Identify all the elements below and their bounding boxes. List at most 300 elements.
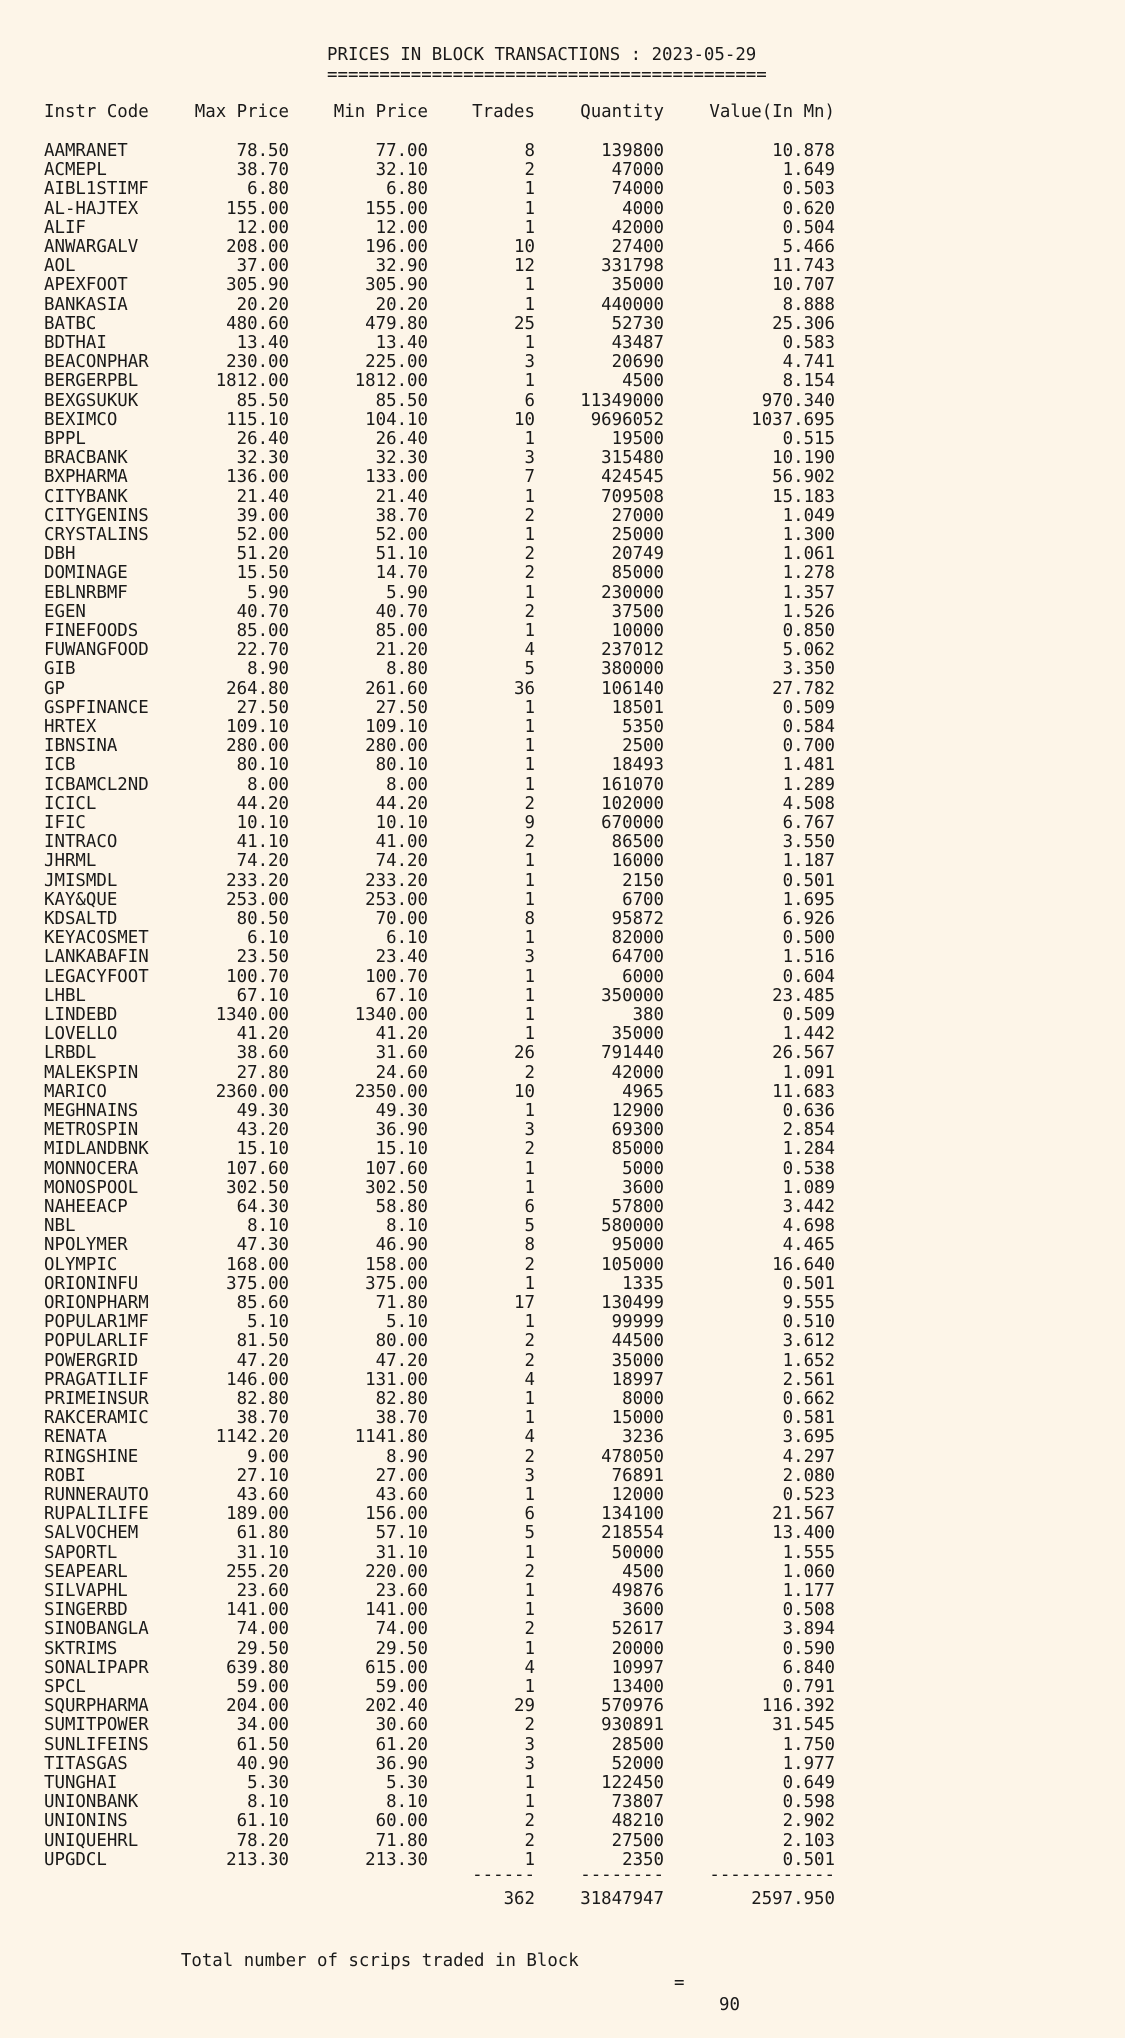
cell-quantity: 13400: [611, 1677, 664, 1697]
cell-quantity: 4965: [622, 1081, 664, 1102]
cell-instr-code: BPPL: [44, 429, 86, 449]
cell-trades: 1: [524, 1101, 535, 1121]
cell-max-price: 38.60: [236, 1043, 289, 1064]
cell-instr-code: INTRACO: [44, 832, 118, 853]
cell-min-price: 30.60: [375, 1715, 428, 1736]
cell-quantity: 350000: [601, 985, 664, 1006]
cell-min-price: 43.60: [375, 1485, 428, 1505]
cell-min-price: 29.50: [375, 1638, 428, 1659]
cell-min-price: 141.00: [365, 1600, 428, 1621]
cell-quantity: 69300: [611, 1120, 664, 1141]
cell-value: 0.501: [782, 1849, 835, 1870]
cell-value: 1.089: [782, 1177, 835, 1198]
table-row: [0, 200, 1125, 219]
cell-trades: 2: [524, 505, 535, 526]
cell-quantity: 134100: [601, 1504, 664, 1525]
table-row: [0, 1025, 1125, 1044]
cell-quantity: 20749: [611, 544, 664, 565]
cell-value: 27.782: [772, 678, 835, 699]
cell-quantity: 3600: [622, 1600, 664, 1621]
table-row: [0, 468, 1125, 487]
cell-quantity: 670000: [601, 813, 664, 833]
header-quantity: Quantity: [580, 102, 664, 122]
cell-trades: 3: [524, 1120, 535, 1141]
cell-instr-code: BEXIMCO: [44, 409, 118, 430]
cell-value: 1.278: [782, 563, 835, 584]
table-row: [0, 776, 1125, 795]
cell-instr-code: BANKASIA: [44, 294, 128, 315]
table-row: [0, 1236, 1125, 1255]
cell-quantity: 27400: [611, 237, 664, 257]
cell-instr-code: JMISMDL: [44, 870, 118, 891]
cell-quantity: 230000: [601, 582, 664, 603]
cell-max-price: 10.10: [236, 813, 289, 833]
table-row: [0, 392, 1125, 411]
cell-trades: 1: [524, 1312, 535, 1333]
cell-min-price: 2350.00: [354, 1081, 428, 1102]
cell-max-price: 67.10: [236, 985, 289, 1006]
table-row: [0, 987, 1125, 1006]
cell-value: 16.640: [772, 1254, 835, 1275]
cell-instr-code: ACMEPL: [44, 160, 107, 181]
table-row: [0, 1390, 1125, 1409]
cell-min-price: 196.00: [365, 237, 428, 257]
table-row: [0, 929, 1125, 948]
cell-value: 6.926: [782, 909, 835, 929]
cell-max-price: 64.30: [236, 1197, 289, 1217]
cell-trades: 1: [524, 1177, 535, 1198]
table-row: [0, 1448, 1125, 1467]
cell-instr-code: ALIF: [44, 217, 86, 238]
cell-value: 1.481: [782, 755, 835, 776]
cell-value: 116.392: [761, 1696, 835, 1717]
cell-max-price: 61.50: [236, 1734, 289, 1755]
cell-trades: 2: [524, 601, 535, 622]
cell-value: 4.465: [782, 1235, 835, 1256]
cell-max-price: 1142.20: [215, 1427, 289, 1448]
cell-quantity: 424545: [601, 467, 664, 488]
total-trades: 362: [503, 1889, 535, 1909]
table-row: [0, 1678, 1125, 1697]
cell-trades: 1: [524, 1005, 535, 1025]
table-row: [0, 622, 1125, 641]
cell-quantity: 478050: [601, 1446, 664, 1467]
table-row: [0, 1044, 1125, 1063]
cell-min-price: 26.40: [375, 429, 428, 449]
cell-trades: 12: [514, 256, 535, 277]
cell-quantity: 85000: [611, 1139, 664, 1160]
table-row: [0, 180, 1125, 199]
table-row: [0, 1313, 1125, 1332]
cell-instr-code: SILVAPHL: [44, 1581, 128, 1601]
table-row: [0, 1774, 1125, 1793]
table-row: [0, 1812, 1125, 1831]
cell-max-price: 189.00: [226, 1504, 289, 1525]
cell-trades: 2: [524, 1139, 535, 1160]
cell-quantity: 18997: [611, 1369, 664, 1390]
cell-value: 3.442: [782, 1197, 835, 1217]
cell-min-price: 302.50: [365, 1177, 428, 1198]
cell-value: 4.741: [782, 352, 835, 373]
cell-min-price: 41.20: [375, 1024, 428, 1045]
cell-quantity: 27500: [611, 1830, 664, 1851]
cell-trades: 1: [524, 1273, 535, 1294]
cell-max-price: 43.20: [236, 1120, 289, 1141]
separator-trades: ------: [472, 1865, 535, 1885]
cell-max-price: 85.00: [236, 621, 289, 641]
table-row: [0, 1467, 1125, 1486]
cell-value: 0.590: [782, 1638, 835, 1659]
cell-value: 0.510: [782, 1312, 835, 1333]
cell-min-price: 21.20: [375, 640, 428, 661]
cell-value: 1.652: [782, 1350, 835, 1371]
cell-max-price: 141.00: [226, 1600, 289, 1621]
cell-instr-code: SALVOCHEM: [44, 1523, 139, 1544]
cell-value: 1.526: [782, 601, 835, 622]
cell-value: 26.567: [772, 1043, 835, 1064]
cell-quantity: 50000: [611, 1542, 664, 1563]
cell-max-price: 41.10: [236, 832, 289, 853]
table-row: [0, 1198, 1125, 1217]
cell-min-price: 52.00: [375, 525, 428, 545]
cell-trades: 2: [524, 1811, 535, 1832]
cell-trades: 1: [524, 851, 535, 872]
cell-value: 0.636: [782, 1101, 835, 1121]
cell-quantity: 4500: [622, 371, 664, 392]
cell-value: 0.581: [782, 1408, 835, 1429]
cell-quantity: 331798: [601, 256, 664, 277]
cell-quantity: 20000: [611, 1638, 664, 1659]
cell-instr-code: LHBL: [44, 985, 86, 1006]
cell-value: 2.902: [782, 1811, 835, 1832]
cell-instr-code: METROSPIN: [44, 1120, 139, 1141]
table-row: [0, 795, 1125, 814]
cell-min-price: 10.10: [375, 813, 428, 833]
table-row: [0, 641, 1125, 660]
cell-trades: 1: [524, 1773, 535, 1793]
cell-value: 1.049: [782, 505, 835, 526]
table-row: [0, 430, 1125, 449]
cell-quantity: 52730: [611, 313, 664, 334]
cell-max-price: 8.90: [247, 659, 289, 680]
cell-trades: 1: [524, 1792, 535, 1813]
cell-max-price: 29.50: [236, 1638, 289, 1659]
cell-max-price: 213.30: [226, 1849, 289, 1870]
cell-min-price: 57.10: [375, 1523, 428, 1544]
cell-quantity: 74000: [611, 179, 664, 200]
cell-value: 10.707: [772, 275, 835, 296]
cell-max-price: 27.50: [236, 697, 289, 718]
table-row: [0, 1256, 1125, 1275]
cell-value: 0.598: [782, 1792, 835, 1813]
column-headers: [0, 103, 1125, 122]
cell-trades: 2: [524, 1254, 535, 1275]
cell-instr-code: CRYSTALINS: [44, 525, 149, 545]
cell-quantity: 10997: [611, 1657, 664, 1678]
table-row: [0, 1659, 1125, 1678]
cell-quantity: 25000: [611, 525, 664, 545]
cell-instr-code: GP: [44, 678, 65, 699]
cell-min-price: 49.30: [375, 1101, 428, 1121]
cell-value: 6.767: [782, 813, 835, 833]
table-row: [0, 852, 1125, 871]
cell-instr-code: MARICO: [44, 1081, 107, 1102]
cell-trades: 1: [524, 1158, 535, 1179]
cell-instr-code: LANKABAFIN: [44, 947, 149, 968]
cell-max-price: 146.00: [226, 1369, 289, 1390]
cell-quantity: 2150: [622, 870, 664, 891]
cell-value: 0.509: [782, 1005, 835, 1025]
cell-quantity: 218554: [601, 1523, 664, 1544]
cell-quantity: 37500: [611, 601, 664, 622]
cell-instr-code: LOVELLO: [44, 1024, 118, 1045]
cell-trades: 17: [514, 1293, 535, 1313]
cell-quantity: 161070: [601, 774, 664, 795]
cell-instr-code: IFIC: [44, 813, 86, 833]
cell-min-price: 305.90: [365, 275, 428, 296]
table-row: [0, 1352, 1125, 1371]
cell-quantity: 44500: [611, 1331, 664, 1352]
cell-instr-code: DBH: [44, 544, 76, 565]
cell-quantity: 6000: [622, 966, 664, 987]
table-row: [0, 1160, 1125, 1179]
cell-quantity: 52617: [611, 1619, 664, 1640]
cell-quantity: 19500: [611, 429, 664, 449]
cell-min-price: 107.60: [365, 1158, 428, 1179]
cell-min-price: 31.10: [375, 1542, 428, 1563]
cell-trades: 8: [524, 909, 535, 929]
cell-instr-code: SQURPHARMA: [44, 1696, 149, 1717]
cell-quantity: 930891: [601, 1715, 664, 1736]
cell-trades: 2: [524, 832, 535, 853]
table-row: [0, 161, 1125, 180]
cell-instr-code: BDTHAI: [44, 333, 107, 353]
table-row: [0, 891, 1125, 910]
cell-max-price: 40.90: [236, 1753, 289, 1774]
cell-instr-code: JHRML: [44, 851, 97, 872]
cell-min-price: 38.70: [375, 505, 428, 526]
table-row: [0, 737, 1125, 756]
cell-trades: 1: [524, 717, 535, 737]
cell-min-price: 220.00: [365, 1561, 428, 1582]
cell-instr-code: AIBL1STIMF: [44, 179, 149, 200]
cell-min-price: 100.70: [365, 966, 428, 987]
cell-value: 5.466: [782, 237, 835, 257]
cell-instr-code: SUMITPOWER: [44, 1715, 149, 1736]
cell-min-price: 32.30: [375, 448, 428, 469]
cell-instr-code: FINEFOODS: [44, 621, 139, 641]
table-row: [0, 296, 1125, 315]
cell-trades: 1: [524, 429, 535, 449]
cell-trades: 1: [524, 985, 535, 1006]
cell-instr-code: UNIONBANK: [44, 1792, 139, 1813]
cell-trades: 6: [524, 1197, 535, 1217]
cell-instr-code: UNIQUEHRL: [44, 1830, 139, 1851]
table-row: [0, 603, 1125, 622]
header-trades: Trades: [472, 102, 535, 122]
cell-max-price: 208.00: [226, 237, 289, 257]
cell-instr-code: ORIONPHARM: [44, 1293, 149, 1313]
cell-value: 2.854: [782, 1120, 835, 1141]
cell-trades: 1: [524, 697, 535, 718]
cell-min-price: 80.10: [375, 755, 428, 776]
cell-trades: 1: [524, 275, 535, 296]
cell-quantity: 8000: [622, 1389, 664, 1409]
cell-value: 11.743: [772, 256, 835, 277]
cell-instr-code: ICICL: [44, 793, 97, 814]
total-value: 2597.950: [751, 1889, 835, 1909]
table-row: [0, 1064, 1125, 1083]
table-row: [0, 1140, 1125, 1159]
cell-instr-code: BRACBANK: [44, 448, 128, 469]
cell-max-price: 12.00: [236, 217, 289, 238]
cell-value: 0.503: [782, 179, 835, 200]
cell-quantity: 95872: [611, 909, 664, 929]
cell-quantity: 9696052: [590, 409, 664, 430]
cell-max-price: 78.50: [236, 141, 289, 161]
cell-trades: 1: [524, 217, 535, 238]
cell-value: 1.649: [782, 160, 835, 181]
cell-quantity: 35000: [611, 275, 664, 296]
cell-max-price: 22.70: [236, 640, 289, 661]
totals-separator: [0, 1866, 1125, 1885]
cell-trades: 2: [524, 1830, 535, 1851]
cell-value: 1.289: [782, 774, 835, 795]
cell-max-price: 43.60: [236, 1485, 289, 1505]
cell-trades: 2: [524, 1561, 535, 1582]
table-row: [0, 1371, 1125, 1390]
header-instr-code: Instr Code: [44, 102, 149, 122]
cell-value: 3.350: [782, 659, 835, 680]
cell-max-price: 78.20: [236, 1830, 289, 1851]
table-row: [0, 142, 1125, 161]
cell-min-price: 12.00: [375, 217, 428, 238]
table-row: [0, 948, 1125, 967]
cell-instr-code: GSPFINANCE: [44, 697, 149, 718]
cell-max-price: 107.60: [226, 1158, 289, 1179]
table-row: [0, 1275, 1125, 1294]
cell-trades: 2: [524, 1350, 535, 1371]
cell-max-price: 5.10: [247, 1312, 289, 1333]
table-row: [0, 1409, 1125, 1428]
cell-max-price: 100.70: [226, 966, 289, 987]
cell-instr-code: BERGERPBL: [44, 371, 139, 392]
cell-quantity: 86500: [611, 832, 664, 853]
cell-instr-code: ANWARGALV: [44, 237, 139, 257]
cell-quantity: 18493: [611, 755, 664, 776]
cell-quantity: 99999: [611, 1312, 664, 1333]
cell-max-price: 255.20: [226, 1561, 289, 1582]
cell-value: 1.091: [782, 1062, 835, 1083]
cell-min-price: 58.80: [375, 1197, 428, 1217]
cell-max-price: 15.10: [236, 1139, 289, 1160]
cell-min-price: 32.90: [375, 256, 428, 277]
table-row: [0, 968, 1125, 987]
table-row: [0, 1505, 1125, 1524]
cell-instr-code: FUWANGFOOD: [44, 640, 149, 661]
cell-instr-code: BEXGSUKUK: [44, 390, 139, 411]
cell-max-price: 27.10: [236, 1465, 289, 1486]
cell-max-price: 639.80: [226, 1657, 289, 1678]
cell-trades: 4: [524, 1427, 535, 1448]
cell-trades: 1: [524, 870, 535, 891]
cell-trades: 1: [524, 1542, 535, 1563]
cell-trades: 1: [524, 1600, 535, 1621]
cell-trades: 26: [514, 1043, 535, 1064]
cell-value: 0.850: [782, 621, 835, 641]
cell-min-price: 1141.80: [354, 1427, 428, 1448]
cell-min-price: 109.10: [365, 717, 428, 737]
cell-instr-code: MIDLANDBNK: [44, 1139, 149, 1160]
cell-min-price: 280.00: [365, 736, 428, 757]
cell-value: 1037.695: [751, 409, 835, 430]
cell-value: 4.508: [782, 793, 835, 814]
cell-instr-code: RAKCERAMIC: [44, 1408, 149, 1429]
cell-quantity: 315480: [601, 448, 664, 469]
cell-max-price: 305.90: [226, 275, 289, 296]
cell-quantity: 85000: [611, 563, 664, 584]
cell-trades: 3: [524, 448, 535, 469]
table-row: [0, 833, 1125, 852]
table-row: [0, 1428, 1125, 1447]
table-row: [0, 1620, 1125, 1639]
cell-instr-code: BXPHARMA: [44, 467, 128, 488]
cell-value: 31.545: [772, 1715, 835, 1736]
cell-instr-code: POWERGRID: [44, 1350, 139, 1371]
cell-max-price: 375.00: [226, 1273, 289, 1294]
cell-quantity: 48210: [611, 1811, 664, 1832]
cell-instr-code: NAHEEACP: [44, 1197, 128, 1217]
cell-instr-code: KDSALTD: [44, 909, 118, 929]
cell-max-price: 280.00: [226, 736, 289, 757]
cell-value: 0.501: [782, 1273, 835, 1294]
cell-quantity: 580000: [601, 1216, 664, 1237]
cell-trades: 10: [514, 1081, 535, 1102]
cell-max-price: 8.10: [247, 1216, 289, 1237]
cell-value: 13.400: [772, 1523, 835, 1544]
cell-quantity: 122450: [601, 1773, 664, 1793]
header-max-price: Max Price: [194, 102, 289, 122]
cell-min-price: 24.60: [375, 1062, 428, 1083]
cell-quantity: 15000: [611, 1408, 664, 1429]
cell-min-price: 23.40: [375, 947, 428, 968]
cell-instr-code: LINDEBD: [44, 1005, 118, 1025]
cell-min-price: 38.70: [375, 1408, 428, 1429]
cell-value: 3.550: [782, 832, 835, 853]
cell-instr-code: RUNNERAUTO: [44, 1485, 149, 1505]
cell-min-price: 133.00: [365, 467, 428, 488]
cell-value: 0.662: [782, 1389, 835, 1409]
cell-instr-code: ORIONINFU: [44, 1273, 139, 1294]
cell-value: 3.894: [782, 1619, 835, 1640]
table-row: [0, 257, 1125, 276]
cell-quantity: 16000: [611, 851, 664, 872]
cell-instr-code: LRBDL: [44, 1043, 97, 1064]
cell-max-price: 81.50: [236, 1331, 289, 1352]
cell-instr-code: OLYMPIC: [44, 1254, 118, 1275]
cell-min-price: 71.80: [375, 1830, 428, 1851]
cell-min-price: 104.10: [365, 409, 428, 430]
cell-instr-code: SAPORTL: [44, 1542, 118, 1563]
cell-max-price: 47.30: [236, 1235, 289, 1256]
cell-max-price: 115.10: [226, 409, 289, 430]
cell-value: 4.698: [782, 1216, 835, 1237]
cell-value: 10.190: [772, 448, 835, 469]
cell-trades: 1: [524, 1638, 535, 1659]
cell-value: 1.695: [782, 889, 835, 910]
cell-min-price: 156.00: [365, 1504, 428, 1525]
cell-trades: 1: [524, 371, 535, 392]
